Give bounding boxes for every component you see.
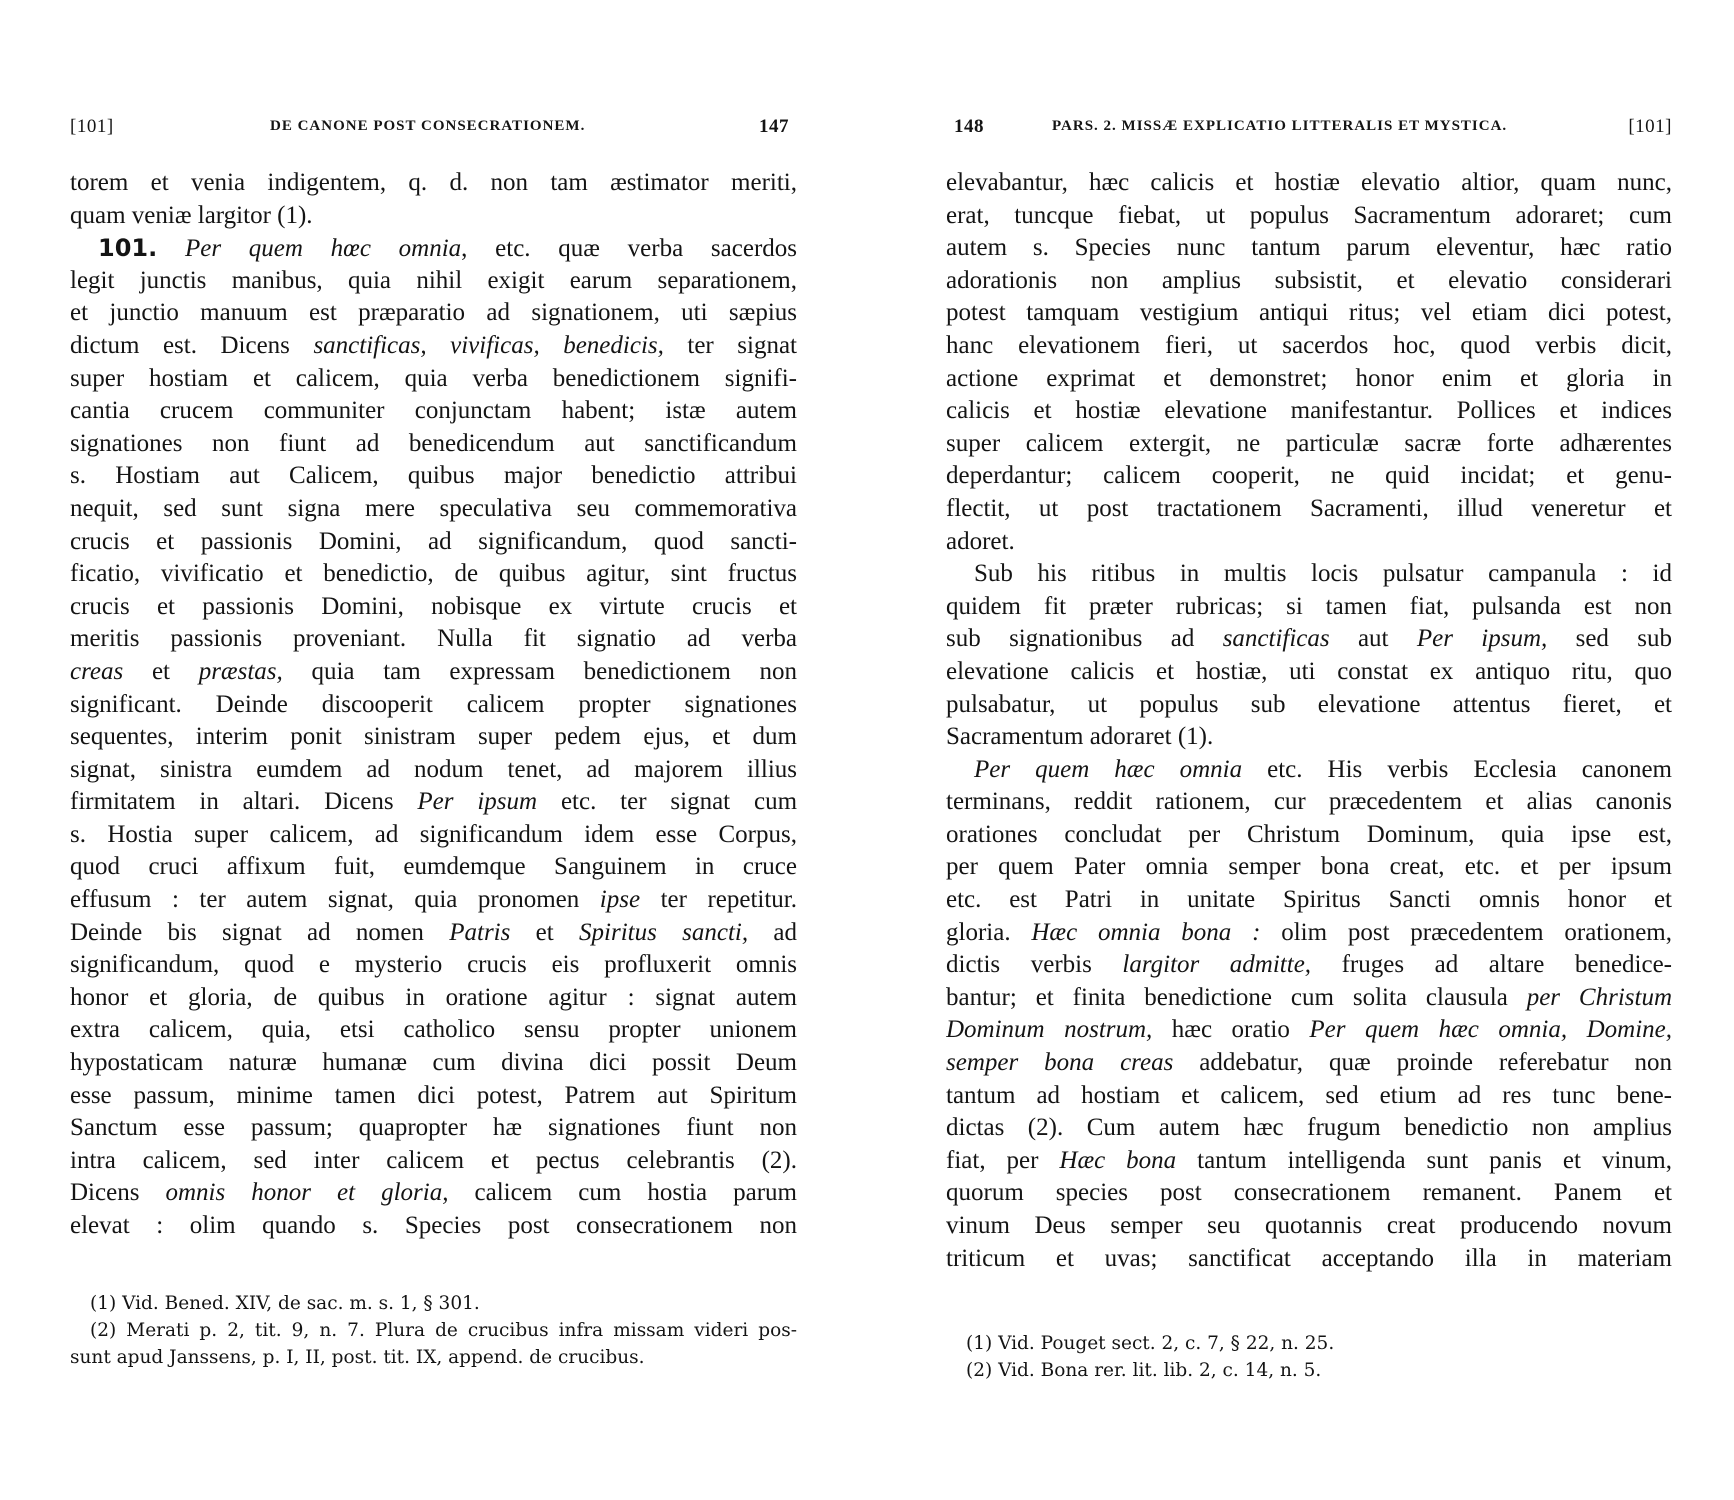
section-bracket-number: [101] — [70, 116, 114, 137]
text-line: gloria. Hæc omnia bona : olim post præcedentem orationem, — [946, 918, 1672, 946]
footnote-continuation: sunt apud Janssens, p. I, II, post. tit. IX, append. de crucibus. — [70, 1347, 645, 1368]
text-line: triticum et uvas; sanctificat acceptando illa in materiam — [946, 1244, 1672, 1272]
text-line: s. Hostia super calicem, ad significandum idem esse Corpus, — [70, 820, 797, 848]
text-line: pulsabatur, ut populus sub elevatione attentus fieret, et — [946, 690, 1672, 718]
text-line: quam veniæ largitor (1). — [70, 201, 313, 229]
text-line: sequentes, interim ponit sinistram super pedem ejus, et dum — [70, 723, 797, 751]
text-line: bantur; et finita benedictione cum solita clausula per Christum — [946, 983, 1672, 1011]
running-head-title: PARS. 2. MISSÆ EXPLICATIO LITTERALIS ET MYSTICA. — [1052, 118, 1508, 134]
text-line: quidem fit præter rubricas; si tamen fiat, pulsanda est non — [946, 592, 1672, 620]
text-line: terminans, reddit rationem, cur præcedentem et alias canonis — [946, 788, 1672, 816]
text-line: actione exprimat et demonstret; honor enim et gloria in — [946, 364, 1672, 392]
text-line: etc. est Patri in unitate Spiritus Sancti omnis honor et — [946, 886, 1672, 914]
text-line: Sanctum esse passum; quapropter hæ signationes fiunt non — [70, 1114, 797, 1142]
text-line: Per quem hæc omnia etc. His verbis Ecclesia canonem — [974, 755, 1672, 783]
text-line: dictis verbis largitor admitte, fruges ad altare benedice- — [946, 951, 1672, 979]
text-line: sub signationibus ad sanctificas aut Per ipsum, sed sub — [946, 625, 1672, 653]
text-line: dictum est. Dicens sanctificas, vivificas, benedicis, ter signat — [70, 331, 797, 359]
text-line: Deinde bis signat ad nomen Patris et Spiritus sancti, ad — [70, 918, 797, 946]
text-line: deperdantur; calicem cooperit, ne quid incidat; et genu- — [946, 462, 1672, 490]
text-line: signationes non fiunt ad benedicendum aut sanctificandum — [70, 429, 797, 457]
footnote: (1) Vid. Bened. XIV, de sac. m. s. 1, § 301. — [90, 1293, 480, 1314]
body-text — [70, 167, 797, 1243]
text-line: crucis et passionis Domini, nobisque ex virtute crucis et — [70, 592, 797, 620]
text-line: flectit, ut post tractationem Sacramenti, illud veneretur et — [946, 494, 1672, 522]
text-line: effusum : ter autem signat, quia pronomen ipse ter repetitur. — [70, 886, 797, 914]
text-line: torem et venia indigentem, q. d. non tam æstimator meriti, — [70, 169, 797, 196]
running-head — [70, 116, 797, 140]
text-line: per quem Pater omnia semper bona creat, etc. et per ipsum — [946, 853, 1672, 881]
text-line: et junctio manuum est præparatio ad signationem, uti sæpius — [70, 299, 797, 327]
text-line: dictas (2). Cum autem hæc frugum benedictio non amplius — [946, 1114, 1672, 1142]
text-line: elevatione calicis et hostiæ, uti constat ex antiquo ritu, quo — [946, 657, 1672, 685]
text-line: calicis et hostiæ elevatione manifestantur. Pollices et indices — [946, 397, 1672, 425]
text-line: quorum species post consecrationem remanent. Panem et — [946, 1179, 1672, 1207]
section-bracket-number: [101] — [1628, 116, 1672, 137]
footnote: (2) Merati p. 2, tit. 9, n. 7. Plura de crucibus infra missam videri pos- — [90, 1320, 797, 1341]
text-line: significandum, quod e mysterio crucis eis profluxerit omnis — [70, 951, 797, 979]
text-line: significant. Deinde discooperit calicem propter signationes — [70, 690, 797, 718]
text-line: potest tamquam vestigium antiqui ritus; vel etiam dici potest, — [946, 299, 1672, 327]
text-line: Dominum nostrum, hæc oratio Per quem hæc omnia, Domine, — [946, 1016, 1672, 1044]
text-line: adorationis non amplius subsistit, et elevatio considerari — [946, 266, 1672, 294]
text-line: Sub his ritibus in multis locis pulsatur campanula : id — [974, 560, 1672, 588]
text-line: super hostiam et calicem, quia verba benedictionem signifi- — [70, 364, 797, 392]
text-line: intra calicem, sed inter calicem et pectus celebrantis (2). — [70, 1146, 797, 1174]
text-line: firmitatem in altari. Dicens Per ipsum etc. ter signat cum — [70, 788, 797, 816]
running-head — [946, 116, 1672, 140]
footnotes — [946, 1330, 1672, 1384]
text-line: extra calicem, quia, etsi catholico sensu propter unionem — [70, 1016, 797, 1044]
text-line: adoret. — [946, 527, 1015, 555]
text-line: cantia crucem communiter conjunctam habent; istæ autem — [70, 397, 797, 425]
page-number: 147 — [759, 116, 789, 137]
text-line: Dicens omnis honor et gloria, calicem cum hostia parum — [70, 1179, 797, 1207]
text-line: super calicem extergit, ne particulæ sacræ forte adhærentes — [946, 429, 1672, 457]
text-line: Sacramentum adoraret (1). — [946, 723, 1214, 751]
text-line: 101. Per quem hœc omnia, etc. quæ verba sacerdos — [98, 234, 797, 263]
footnotes — [70, 1290, 797, 1371]
text-line: honor et gloria, de quibus in oratione agitur : signat autem — [70, 983, 797, 1011]
text-line: ficatio, vivificatio et benedictio, de quibus agitur, sint fructus — [70, 560, 797, 588]
text-line: tantum ad hostiam et calicem, sed etium ad res tunc bene- — [946, 1081, 1672, 1109]
running-head-title: DE CANONE POST CONSECRATIONEM. — [270, 118, 586, 134]
text-line: orationes concludat per Christum Dominum, quia ipse est, — [946, 820, 1672, 848]
text-line: elevat : olim quando s. Species post consecrationem non — [70, 1212, 797, 1239]
text-line: semper bona creas addebatur, quæ proinde referebatur non — [946, 1049, 1672, 1077]
text-line: erat, tuncque fiebat, ut populus Sacramentum adoraret; cum — [946, 201, 1672, 229]
text-line: hypostaticam naturæ humanæ cum divina dici possit Deum — [70, 1049, 797, 1077]
text-line: signat, sinistra eumdem ad nodum tenet, ad majorem illius — [70, 755, 797, 783]
text-line: hanc elevationem fieri, ut sacerdos hoc, quod verbis dicit, — [946, 331, 1672, 359]
text-line: creas et præstas, quia tam expressam benedictionem non — [70, 657, 797, 685]
text-line: autem s. Species nunc tantum parum eleventur, hæc ratio — [946, 234, 1672, 262]
text-line: legit junctis manibus, quia nihil exigit earum separationem, — [70, 266, 797, 294]
footnote: (2) Vid. Bona rer. lit. lib. 2, c. 14, n. 5. — [966, 1360, 1322, 1381]
text-line: vinum Deus semper seu quotannis creat producendo novum — [946, 1212, 1672, 1239]
text-line: crucis et passionis Domini, ad significandum, quod sancti- — [70, 527, 797, 555]
paragraph-number: 101. — [98, 234, 158, 263]
text-line: esse passum, minime tamen dici potest, Patrem aut Spiritum — [70, 1081, 797, 1109]
text-line: elevabantur, hæc calicis et hostiæ elevatio altior, quam nunc, — [946, 169, 1672, 196]
text-line: quod cruci affixum fuit, eumdemque Sanguinem in cruce — [70, 853, 797, 881]
text-line: nequit, sed sunt signa mere speculativa seu commemorativa — [70, 494, 797, 522]
body-text — [946, 167, 1672, 1275]
text-line: fiat, per Hæc bona tantum intelligenda sunt panis et vinum, — [946, 1146, 1672, 1174]
footnote: (1) Vid. Pouget sect. 2, c. 7, § 22, n. 25. — [966, 1333, 1335, 1354]
page-number: 148 — [954, 116, 984, 137]
text-line: s. Hostiam aut Calicem, quibus major benedictio attribui — [70, 462, 797, 490]
text-line: meritis passionis proveniant. Nulla fit signatio ad verba — [70, 625, 797, 653]
